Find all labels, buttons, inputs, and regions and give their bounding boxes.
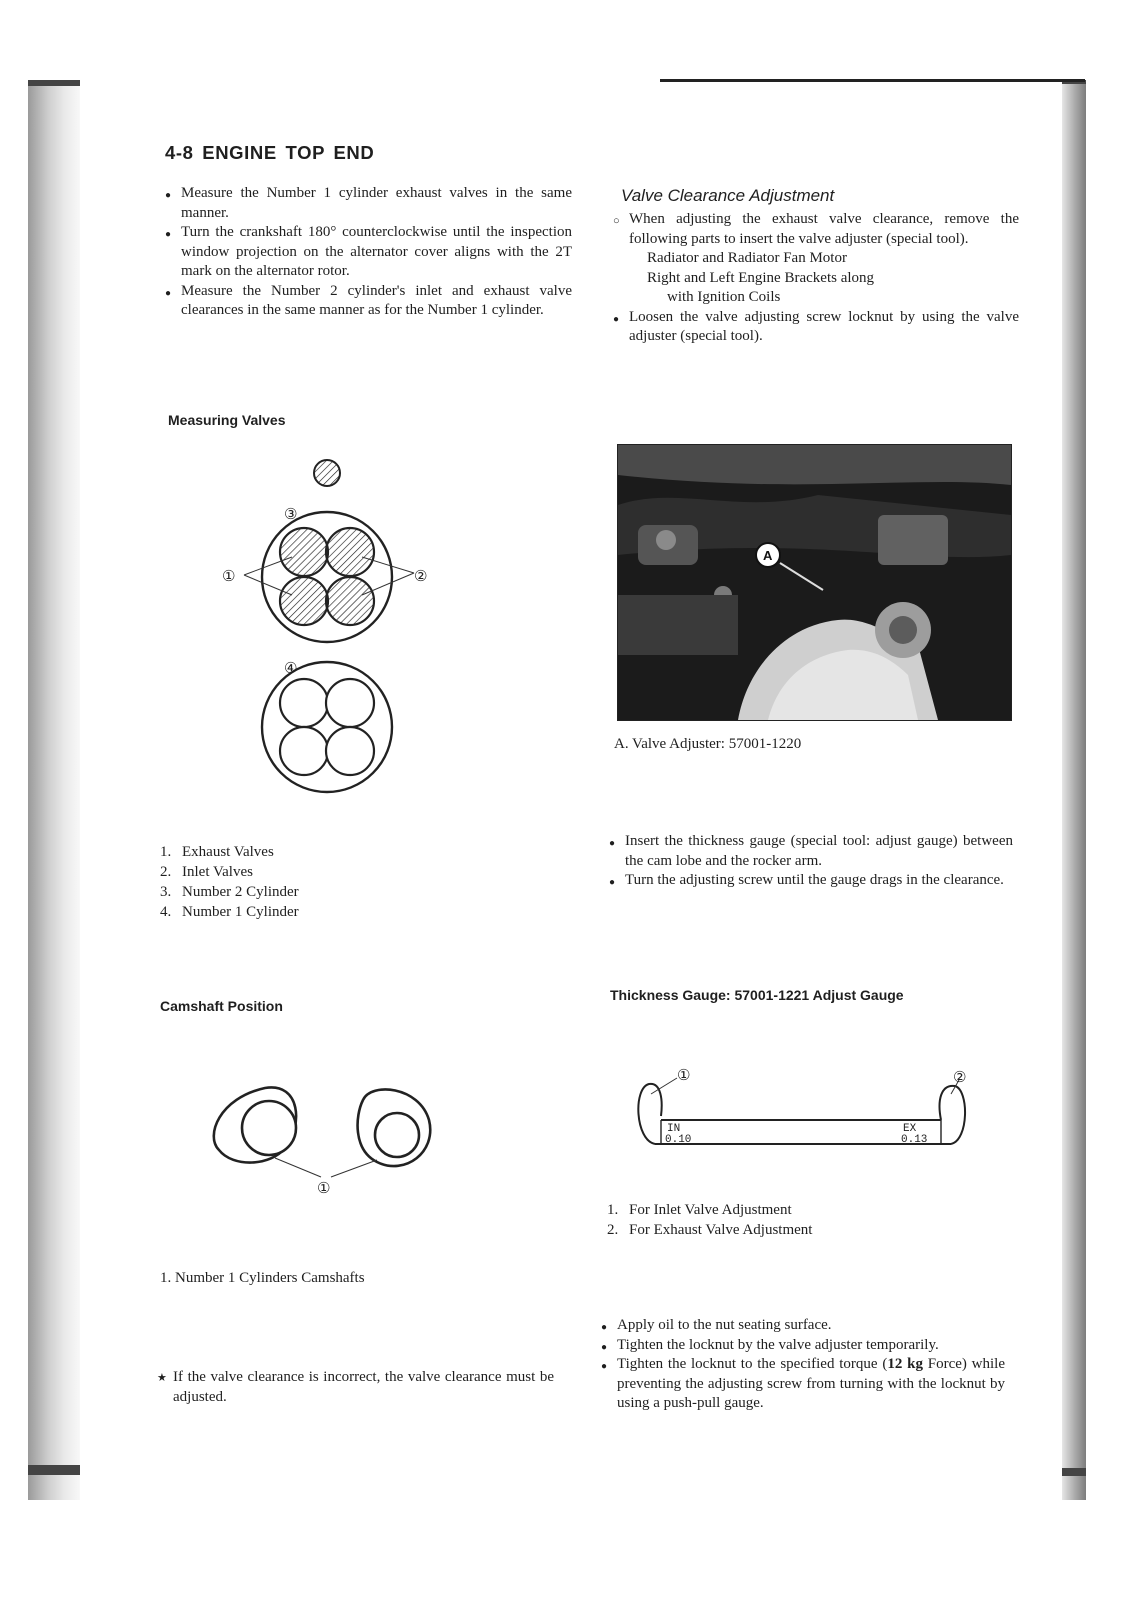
page-header: 4-8 ENGINE TOP END: [165, 142, 375, 163]
thickness-gauge-title: Thickness Gauge: 57001-1221 Adjust Gauge: [610, 987, 904, 1003]
measuring-valves-legend: [160, 842, 299, 922]
callout-1: ①: [317, 1179, 331, 1197]
legend-item: 2. For Exhaust Valve Adjustment: [607, 1222, 813, 1238]
gauge-callout-1: ①: [677, 1066, 691, 1084]
left-note: [157, 1368, 554, 1407]
legend-item: 1. Exhaust Valves: [160, 844, 274, 860]
legend-item: 4. Number 1 Cylinder: [160, 904, 299, 920]
exhaust-valve: [326, 528, 374, 576]
valve: [326, 727, 374, 775]
measuring-valves-title: Measuring Valves: [168, 412, 286, 428]
gauge-in-label: IN: [667, 1123, 681, 1135]
gauge-callout-2: ②: [953, 1068, 967, 1086]
camshaft-position-diagram: [205, 1080, 445, 1200]
scan-left-edge: [28, 80, 80, 1500]
cylinder-2-outline: [262, 512, 392, 642]
scan-right-edge: [1062, 80, 1086, 1500]
step-insert-gauge: ● Insert the thickness gauge (special tool: adjust gauge) between the cam lobe and the rocker arm.: [609, 832, 1013, 871]
valve-adjuster-photo: [617, 444, 1012, 721]
camshaft-position-title: Camshaft Position: [160, 998, 283, 1014]
camshaft-legend: 1. Number 1 Cylinders Camshafts: [160, 1270, 365, 1286]
gauge-ex-label: EX: [903, 1123, 917, 1135]
part-item: Right and Left Engine Brackets along: [647, 269, 875, 286]
exhaust-valve: [280, 528, 328, 576]
callout-3: ③: [284, 505, 298, 523]
photo-caption: A. Valve Adjuster: 57001-1220: [614, 736, 802, 752]
step-turn-crankshaft: ● Turn the crankshaft 180° counterclockwise until the inspection window projection on the alternator cover aligns with the 2T mark on the alternator rotor.: [165, 223, 572, 282]
torque-value: 12 kg: [887, 1356, 923, 1372]
inlet-valve: [280, 577, 328, 625]
legend-item: 1. For Inlet Valve Adjustment: [607, 1202, 792, 1218]
section-title-valve-clearance: Valve Clearance Adjustment: [621, 186, 835, 205]
legend-item: 3. Number 2 Cylinder: [160, 884, 299, 900]
legend-item: 2. Inlet Valves: [160, 864, 253, 880]
gauge-in-value: 0.10: [665, 1134, 692, 1146]
step-tighten-torque: ● Tighten the locknut to the specified torque (12 kg Force) while preventing the adjusting screw from turning with the locknut by using a push-pull gauge.: [601, 1355, 1005, 1414]
left-intro-steps: [165, 184, 572, 321]
gauge-blade-in: [638, 1084, 661, 1144]
gauge-legend: [607, 1200, 812, 1240]
step-tighten-temporarily: ● Tighten the locknut by the valve adjuster temporarily.: [601, 1336, 1005, 1356]
right-final-steps: [601, 1316, 1005, 1414]
part-item: with Ignition Coils: [667, 289, 781, 305]
valve: [280, 679, 328, 727]
right-intro: [613, 210, 1019, 347]
step-apply-oil: ● Apply oil to the nut seating surface.: [601, 1316, 1005, 1336]
step-measure-no2: ● Measure the Number 2 cylinder's inlet and exhaust valve clearances in the same manner as for the Number 1 cylinder.: [165, 282, 572, 321]
measuring-valves-diagram: [200, 445, 520, 825]
cylinder-1-outline: [262, 662, 392, 792]
thickness-gauge-diagram: [625, 1060, 985, 1160]
valve: [280, 727, 328, 775]
step-turn-screw: ● Turn the adjusting screw until the gauge drags in the clearance.: [609, 871, 1013, 891]
step-measure-no1-exhaust: ● Measure the Number 1 cylinder exhaust valves in the same manner.: [165, 184, 572, 223]
right-gauge-steps: [609, 832, 1013, 891]
gauge-blade-ex: [940, 1086, 966, 1144]
dowel-marker: [314, 460, 340, 486]
callout-4: ④: [284, 659, 298, 677]
photo-marker-a: A: [763, 548, 773, 563]
step-loosen-locknut: ● Loosen the valve adjusting screw locknut by using the valve adjuster (special tool).: [613, 308, 1019, 347]
inlet-valve: [326, 577, 374, 625]
callout-1: ①: [222, 567, 236, 585]
note-adjust: ★ If the valve clearance is incorrect, the valve clearance must be adjusted.: [157, 1368, 554, 1407]
step-remove-parts: ○ When adjusting the exhaust valve clearance, remove the following parts to insert the valve adjuster (special tool).: [613, 210, 1019, 249]
top-rule: [660, 79, 1085, 82]
callout-2: ②: [414, 567, 428, 585]
gauge-ex-value: 0.13: [901, 1134, 928, 1146]
part-item: Radiator and Radiator Fan Motor: [647, 250, 847, 266]
valve: [326, 679, 374, 727]
